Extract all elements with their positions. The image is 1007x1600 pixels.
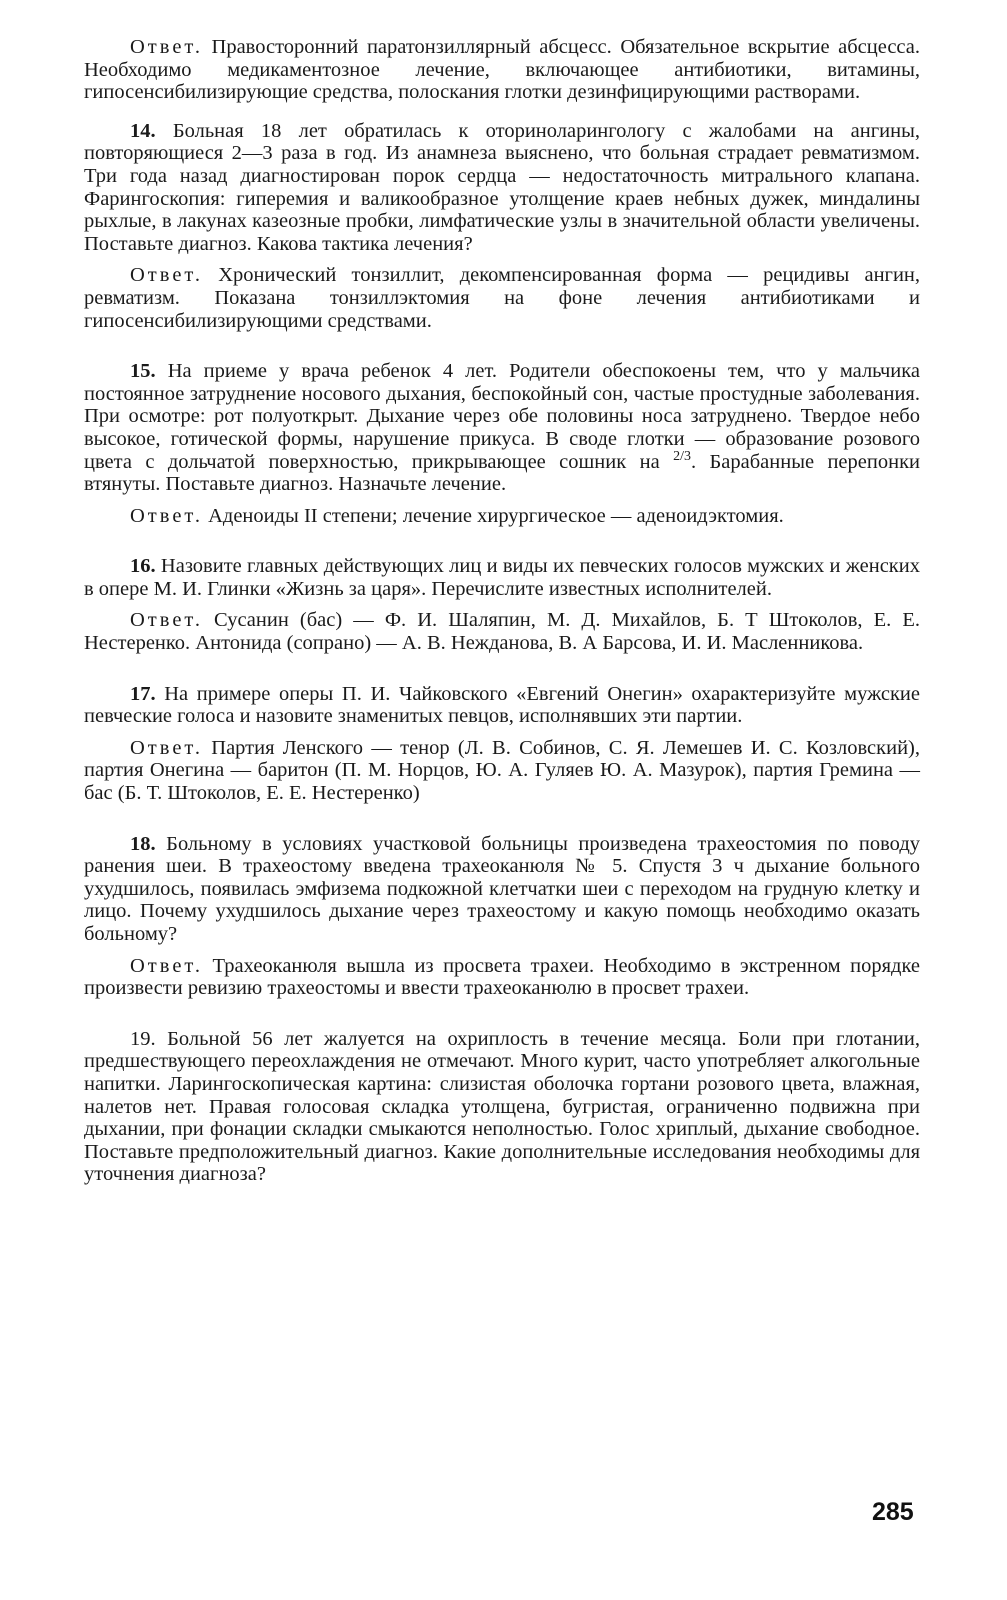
question-paragraph [84, 683, 920, 728]
question-number: 15. [130, 360, 156, 383]
answer-label: Ответ. [130, 954, 203, 977]
answer-label: Ответ. [130, 609, 203, 632]
question-paragraph [84, 360, 920, 496]
answer-label: Ответ. [130, 736, 203, 759]
question-block-15 [84, 360, 920, 527]
page-content [84, 36, 920, 1186]
question-paragraph [84, 555, 920, 600]
answer-text: Хронический тонзиллит, декомпенсированная форма — рецидивы ангин, ревматизм. Показана тонзиллэктомия на фоне лечения антибиотиками и гипосенсибилизирующими средствами. [84, 264, 921, 332]
question-text: Больной 56 лет жалуется на охриплость в течение месяца. Боли при глотании, предшествующего переохлаждения не отмечают. Много курит, часто употребляет алкогольные напитки. Ларингоскопическая картина: слизистая оболочка гортани розового цвета, влажная, налетов нет. Правая голосовая складка утолщена, бугристая, ограниченно подвижна при дыхании, при фонации складки смыкаются неполностью. Голос хриплый, дыхание свободное. Поставьте предположительный диагноз. Какие дополнительные исследования необходимы для уточнения диагноза? [84, 1027, 921, 1186]
question-paragraph [84, 120, 920, 256]
answer-paragraph [84, 505, 920, 528]
question-number: 19. [130, 1027, 156, 1050]
answer-paragraph [84, 36, 920, 104]
question-number: 16. [130, 555, 156, 578]
answer-text: Сусанин (бас) — Ф. И. Шаляпин, М. Д. Михайлов, Б. Т Штоколов, Е. Е. Нестеренко. Антонида (сопрано) — А. В. Нежданова, В. А Барсова, И. И. Масленникова. [84, 609, 921, 655]
question-block-19 [84, 1028, 920, 1186]
fraction: 2/3 [673, 448, 691, 464]
answer-text: Трахеоканюля вышла из просвета трахеи. Необходимо в экстренном порядке произвести ревизию трахеостомы и ввести трахеоканюлю в просвет трахеи. [84, 954, 921, 1000]
question-text: Больная 18 лет обратилась к оториноларингологу с жалобами на ангины, повторяющиеся 2—3 раза в год. Из анамнеза выяснено, что больная страдает ревматизмом. Три года назад диагностирован порок сердца — недостаточность митрального клапана. Фарингоскопия: гиперемия и валикообразное утолщение краев небных дужек, миндалины рыхлые, в лакунах казеозные пробки, лимфатические узлы в значительной области увеличены. Поставьте диагноз. Какова тактика лечения? [84, 119, 921, 255]
answer-text: Правосторонний паратонзиллярный абсцесс. Обязательное вскрытие абсцесса. Необходимо медикаментозное лечение, включающее антибиотики, витамины, гипосенсибилизирующие средства, полоскания глотки дезинфицирующими растворами. [84, 36, 921, 104]
question-text-continued: . Барабанные перепонки втянуты. Поставьте диагноз. Назначьте лечение. [84, 450, 921, 496]
question-block-18 [84, 833, 920, 1000]
question-number: 17. [130, 682, 156, 705]
answer-paragraph [84, 609, 920, 654]
answer-label: Ответ. [130, 36, 203, 58]
answer-label: Ответ. [130, 264, 203, 287]
question-text: На приеме у врача ребенок 4 лет. Родители обеспокоены тем, что у мальчика постоянное затруднение носового дыхания, беспокойный сон, частые простудные заболевания. При осмотре: рот полуоткрыт. Дыхание через обе половины носа затруднено. Твердое небо высокое, готической формы, нарушение прикуса. В своде глотки — образование розового цвета с дольчатой поверхностью, прикрывающее сошник на [84, 360, 920, 473]
question-block-14 [84, 120, 920, 332]
question-text: Больному в условиях участковой больницы произведена трахеостомия по поводу ранения шеи. В трахеостому введена трахеоканюля № 5. Спустя 3 ч дыхание больного ухудшилось, появилась эмфизема подкожной клетчатки шеи с переходом на грудную клетку и лицо. Почему ухудшилось дыхание через трахеостому и какую помощь необходимо оказать больному? [84, 832, 920, 945]
question-block-17 [84, 683, 920, 805]
question-text: На примере оперы П. И. Чайковского «Евгений Онегин» охарактеризуйте мужские певческие голоса и назовите знаменитых певцов, исполнявших эти партии. [84, 682, 920, 728]
question-number: 18. [130, 832, 156, 855]
question-number: 14. [130, 119, 156, 142]
question-paragraph [84, 833, 920, 946]
answer-text: Аденоиды II степени; лечение хирургическое — аденоидэктомия. [208, 504, 784, 527]
question-block-16 [84, 555, 920, 654]
answer-paragraph [84, 264, 920, 332]
question-text: Назовите главных действующих лиц и виды их певческих голосов мужских и женских в опере М. И. Глинки «Жизнь за царя». Перечислите известных исполнителей. [84, 555, 920, 600]
answer-label: Ответ. [130, 504, 203, 527]
answer-paragraph [84, 737, 920, 805]
answer-paragraph [84, 955, 920, 1000]
answer-text: Партия Ленского — тенор (Л. В. Собинов, С. Я. Лемешев И. С. Козловский), партия Онегина — баритон (П. М. Норцов, Ю. А. Гуляев Ю. А. Мазурок), партия Гремина — бас (Б. Т. Штоколов, Е. Е. Нестеренко) [84, 736, 921, 805]
question-paragraph [84, 1028, 920, 1186]
page-number: 285 [872, 1498, 914, 1526]
